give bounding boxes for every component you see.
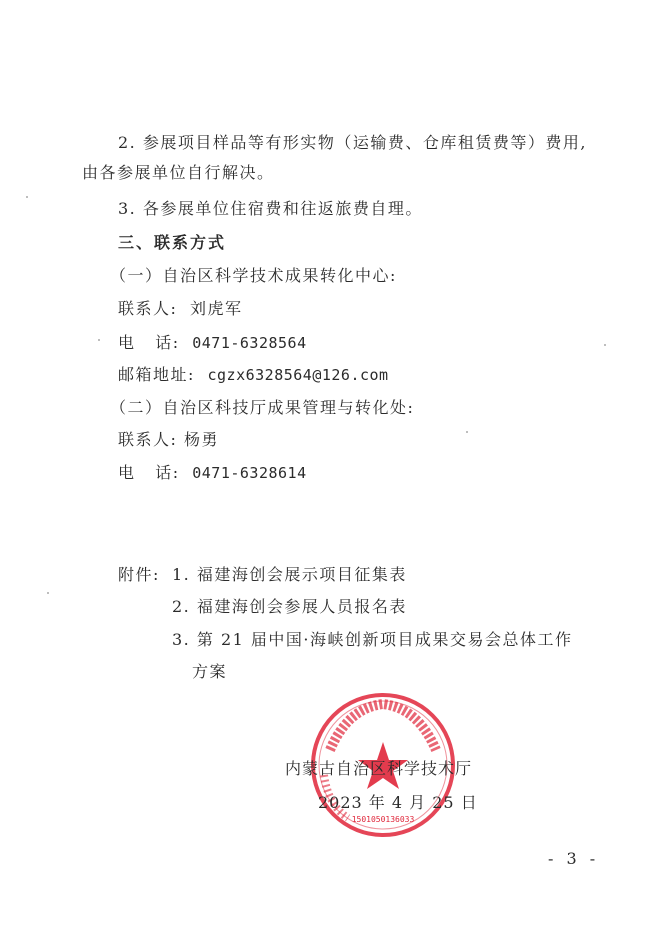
scan-speck — [466, 431, 468, 433]
attachment-item-3-cont: 方案 — [192, 662, 228, 681]
scan-speck — [98, 339, 100, 341]
contact2-org: （二）自治区科技厅成果管理与转化处: — [110, 398, 415, 417]
contact2-person-label: 联系人: — [118, 430, 178, 449]
contact1-person: 刘虎军 — [190, 299, 243, 318]
section-heading-contact: 三、联系方式 — [118, 233, 227, 252]
contact1-phone-label: 电 话: — [118, 333, 180, 352]
scan-speck — [604, 344, 606, 346]
page-number: - 3 - — [548, 849, 600, 868]
paragraph-accommodation: 3. 各参展单位住宿费和往返旅费自理。 — [118, 199, 423, 218]
signature-org: 内蒙古自治区科学技术厅 — [285, 759, 473, 778]
scan-speck — [47, 592, 49, 594]
scan-speck — [26, 196, 28, 198]
contact2-phone-row — [118, 463, 307, 483]
attachment-item-1: 1. 福建海创会展示项目征集表 — [172, 565, 407, 584]
contact1-phone: 0471-6328564 — [192, 334, 307, 352]
paragraph-fees-line2: 由各参展单位自行解决。 — [82, 163, 275, 182]
contact2-person-row — [118, 430, 219, 450]
contact1-phone-row — [118, 333, 307, 353]
contact2-phone-label: 电 话: — [118, 463, 180, 482]
contact1-org: （一）自治区科学技术成果转化中心: — [110, 266, 397, 285]
contact2-person: 杨勇 — [184, 430, 220, 449]
paragraph-fees-line1: 2. 参展项目样品等有形实物（运输费、仓库租赁费等）费用, — [118, 133, 587, 152]
contact1-email: cgzx6328564@126.com — [207, 366, 389, 384]
contact1-email-row — [118, 365, 389, 385]
seal-number: 1501050136033 — [351, 815, 415, 824]
contact2-phone: 0471-6328614 — [192, 464, 307, 482]
signature-date: 2023 年 4 月 25 日 — [318, 793, 478, 812]
attachment-item-3: 3. 第 21 届中国·海峡创新项目成果交易会总体工作 — [172, 630, 573, 649]
contact1-email-label: 邮箱地址: — [118, 365, 195, 384]
contact1-person-label: 联系人: — [118, 299, 178, 318]
attachments-label: 附件: — [118, 565, 160, 584]
attachment-item-2: 2. 福建海创会参展人员报名表 — [172, 597, 407, 616]
contact1-person-row — [118, 299, 243, 319]
